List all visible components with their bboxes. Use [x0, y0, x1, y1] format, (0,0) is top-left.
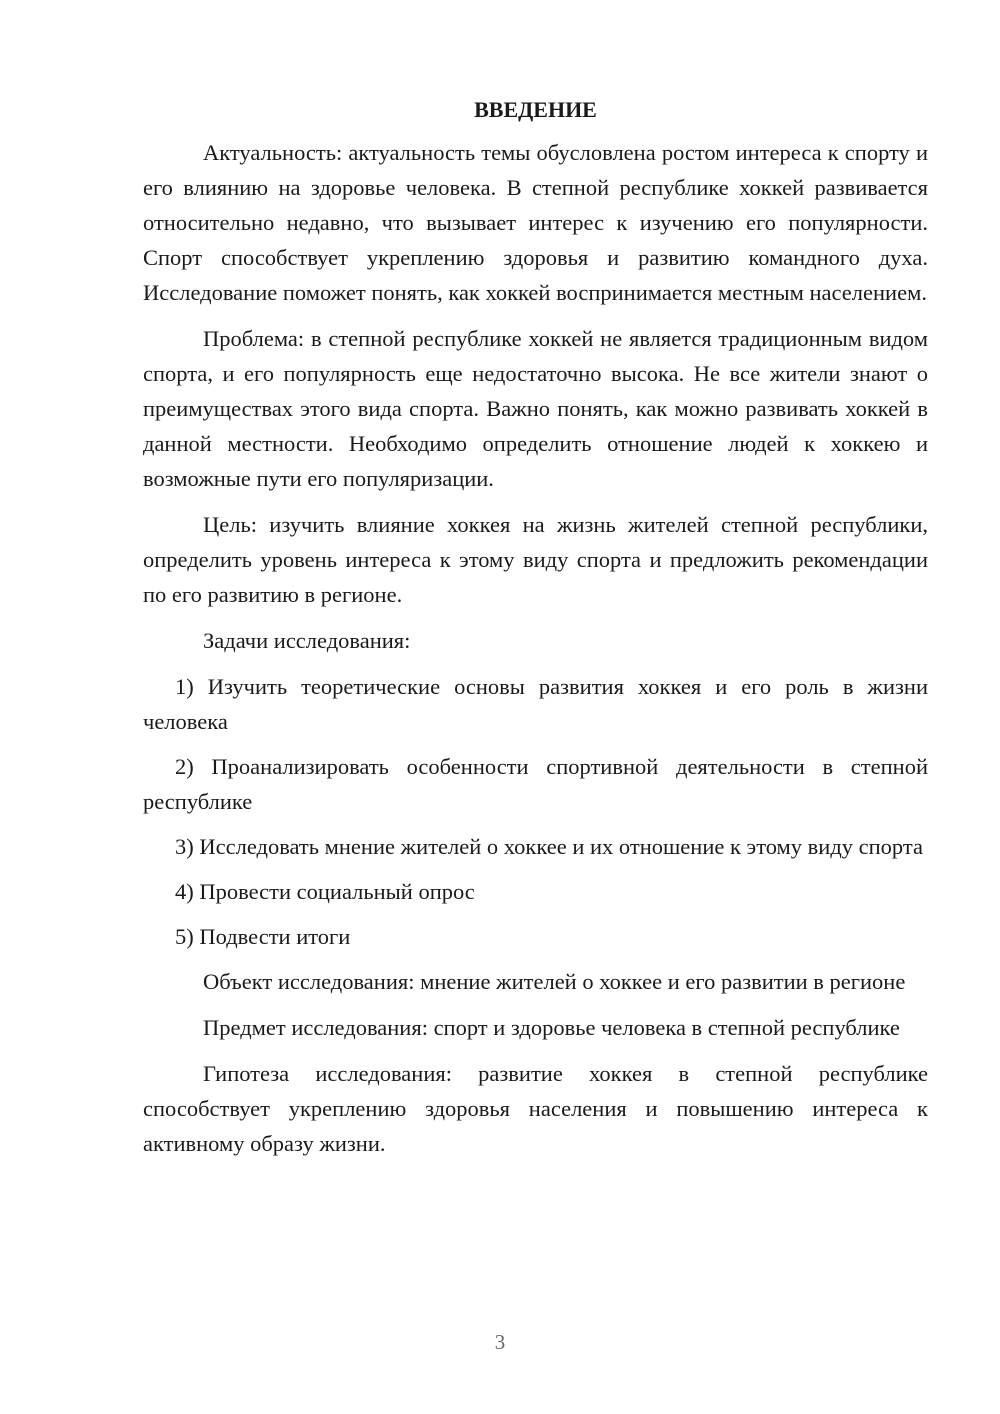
paragraph-object: Объект исследования: мнение жителей о хоккее и его развитии в регионе: [203, 969, 906, 994]
task-item-5: 5) Подвести итоги: [175, 924, 351, 949]
tasks-title: Задачи исследования:: [203, 628, 411, 653]
task-item-1: 1) Изучить теоретические основы развития хоккея и его роль в жизни человека: [143, 674, 928, 734]
paragraph-hypothesis: Гипотеза исследования: развитие хоккея в степной республике способствует укреплению здоровья населения и повышению интереса к активному образу жизни.: [143, 1061, 928, 1156]
paragraph-subject: Предмет исследования: спорт и здоровье человека в степной республике: [203, 1015, 900, 1040]
page-number: 3: [494, 1330, 506, 1354]
task-item-2: 2) Проанализировать особенности спортивной деятельности в степной республике: [143, 754, 928, 814]
paragraph-goal: Цель: изучить влияние хоккея на жизнь жителей степной республики, определить уровень интереса к этому виду спорта и предложить рекомендации по его развитию в регионе.: [143, 512, 928, 607]
document-page: [143, 92, 928, 1172]
paragraph-relevance: Актуальность: актуальность темы обусловлена ростом интереса к спорту и его влиянию на здоровье человека. В степной республике хоккей развивается относительно недавно, что вызывает интерес к изучению его популярности. Спорт способствует укреплению здоровья и развитию командного духа. Исследование поможет понять, как хоккей воспринимается местным населением.: [143, 140, 928, 305]
task-item-3: 3) Исследовать мнение жителей о хоккее и их отношение к этому виду спорта: [175, 834, 923, 859]
section-heading: ВВЕДЕНИЕ: [474, 97, 597, 122]
paragraph-problem: Проблема: в степной республике хоккей не является традиционным видом спорта, и его популярность еще недостаточно высока. Не все жители знают о преимуществах этого вида спорта. Важно понять, как можно развивать хоккей в данной местности. Необходимо определить отношение людей к хоккею и возможные пути его популяризации.: [143, 326, 928, 491]
task-item-4: 4) Провести социальный опрос: [175, 879, 475, 904]
